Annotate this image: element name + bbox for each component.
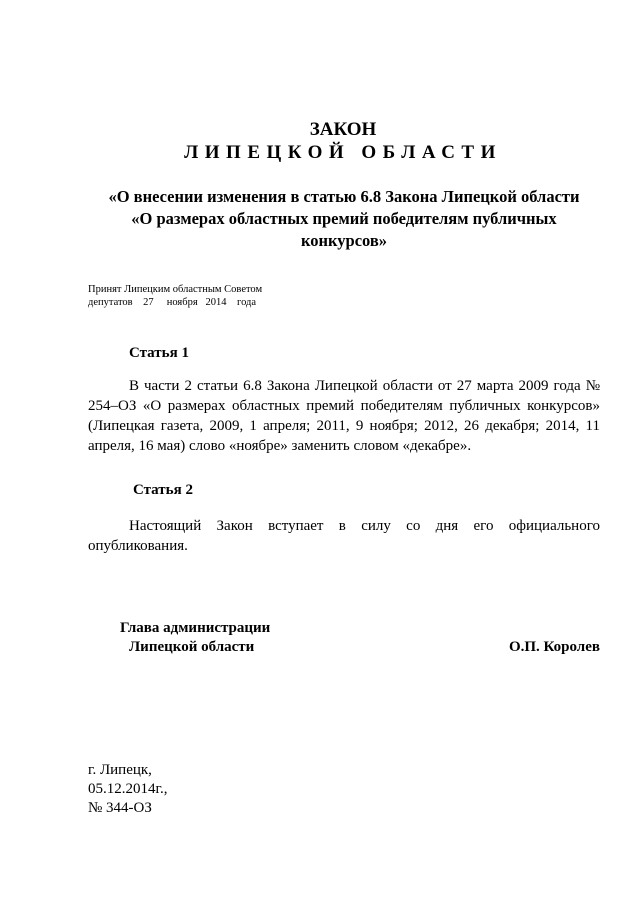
signatory-position-line: Липецкой области xyxy=(129,639,255,655)
document-footer xyxy=(88,761,167,818)
adoption-line: депутатов 27 ноября 2014 года xyxy=(88,297,257,308)
subtitle-line: конкурсов» xyxy=(300,231,388,250)
law-subtitle xyxy=(88,186,600,252)
adoption-line: Принят Липецким областным Советом xyxy=(88,284,263,295)
article-2-line: Настоящий Закон вступает в силу со дня его официального xyxy=(129,518,600,534)
law-region: ЛИПЕЦКОЙ ОБЛАСТИ xyxy=(184,142,502,163)
footer-number: № 344-ОЗ xyxy=(88,800,152,816)
article-2-text xyxy=(88,516,600,556)
signatory-position xyxy=(120,619,270,657)
signatory-name: О.П. Королев xyxy=(508,639,600,655)
article-2-heading: Статья 2 xyxy=(133,482,193,498)
article-2-line: опубликования. xyxy=(88,538,188,554)
law-title: ЗАКОН xyxy=(309,119,377,140)
subtitle-line: «О размерах областных премий победителям публичных xyxy=(131,209,557,228)
article-1-heading: Статья 1 xyxy=(129,345,189,361)
signatory-position-line: Глава администрации xyxy=(120,620,271,636)
article-1-line: 254–ОЗ «О размерах областных премий победителям публичных конкурсов» xyxy=(88,398,600,414)
article-1-line: (Липецкая газета, 2009, 1 апреля; 2011, 9 ноября; 2012, 26 декабря; 2014, 11 xyxy=(88,418,600,434)
adoption-note xyxy=(88,283,262,309)
article-1-line: апреля, 16 мая) слово «ноябре» заменить словом «декабре». xyxy=(88,438,472,454)
footer-date: 05.12.2014г., xyxy=(88,781,168,797)
footer-city: г. Липецк, xyxy=(88,762,152,778)
subtitle-line: «О внесении изменения в статью 6.8 Закона Липецкой области xyxy=(108,187,580,206)
article-1-line: В части 2 статьи 6.8 Закона Липецкой области от 27 марта 2009 года № xyxy=(129,378,600,394)
article-1-text xyxy=(88,376,600,456)
